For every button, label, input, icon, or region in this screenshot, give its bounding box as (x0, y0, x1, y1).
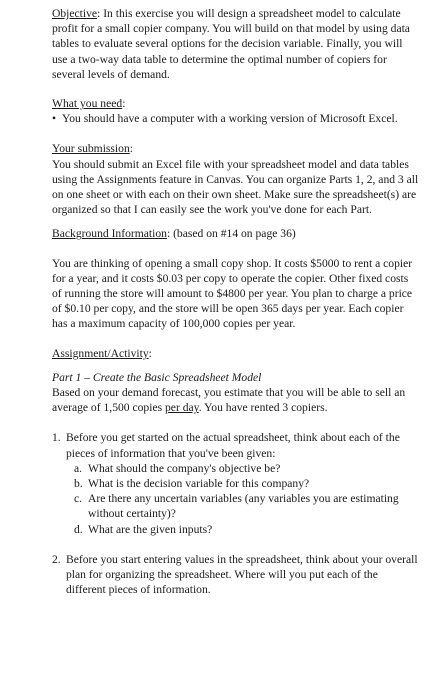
what-you-need-heading: What you need (52, 97, 123, 111)
objective-paragraph (52, 6, 419, 82)
question-1 (52, 430, 419, 536)
objective-heading: Objective (52, 7, 98, 20)
sub-question-c: c. Are there any uncertain variables (any variables you are estimating without certainty)? (74, 492, 399, 521)
submission-heading: Your submission (52, 142, 130, 156)
background-text: You are thinking of opening a small copy shop. It costs $5000 to rent a copier for a year, and it costs $0.03 per copy to operate the copier. Other fixed costs of running the store will amount to $4800 per year. You plan to charge a price of $0.10 per copy, and the store will be open 365 days per year. Each copier has a maximum capacity of 100,000 copies per year. (52, 256, 413, 331)
what-you-need-item-text: You should have a computer with a working version of Microsoft Excel. (62, 112, 398, 126)
part1-underlined: per day (165, 401, 199, 415)
part1-text: Based on your demand forecast, you estimate that you will be able to sell an average of 1,500 copies per day. You have rented 3 copiers. (52, 386, 406, 415)
question-number: 1. (52, 431, 61, 445)
what-you-need-heading-line: What you need: (52, 97, 126, 111)
sub-question-d: d. What are the given inputs? (74, 522, 213, 536)
question-number: 2. (52, 552, 61, 566)
background-heading: Background Information (52, 227, 167, 241)
assignment-heading-line: Assignment/Activity: (52, 346, 152, 360)
sub-question-b: b. What is the decision variable for this company? (74, 477, 310, 491)
background-note: : (based on #14 on page 36) (166, 227, 296, 241)
objective-text: : In this exercise you will design a spreadsheet model to calculate profit for a small copier company. You will build on that model by using data tables to evaluate several options for the decision variable. Finally, you will use a two-way data table to determine the optimal number of copiers for several levels of demand. (52, 7, 410, 81)
part1-title: Part 1 – Create the Basic Spreadsheet Model (52, 370, 262, 384)
question-text: Before you get started on the actual spreadsheet, think about each of the pieces of information that you've been given: (66, 431, 400, 460)
what-you-need-item (52, 111, 419, 126)
question-2 (52, 552, 419, 598)
bullet-icon: • (52, 112, 57, 126)
assignment-heading: Assignment/Activity (52, 346, 149, 360)
sub-question-a: a. What should the company's objective be? (74, 461, 281, 475)
submission-heading-line: Your submission: (52, 142, 133, 156)
question-text: Before you start entering values in the spreadsheet, think about your overall plan for organizing the spreadsheet. Where will you put each of the different pieces of information. (66, 552, 418, 597)
submission-text: You should submit an Excel file with your spreadsheet model and data tables using the Assignments feature in Canvas. You can organize Parts 1, 2, and 3 all on one sheet or with each on their own sheet. Make sure the spreadsheet(s) are organized so that I can easily see the work you've done for each Part. (52, 157, 419, 217)
background-heading-line (52, 226, 419, 241)
